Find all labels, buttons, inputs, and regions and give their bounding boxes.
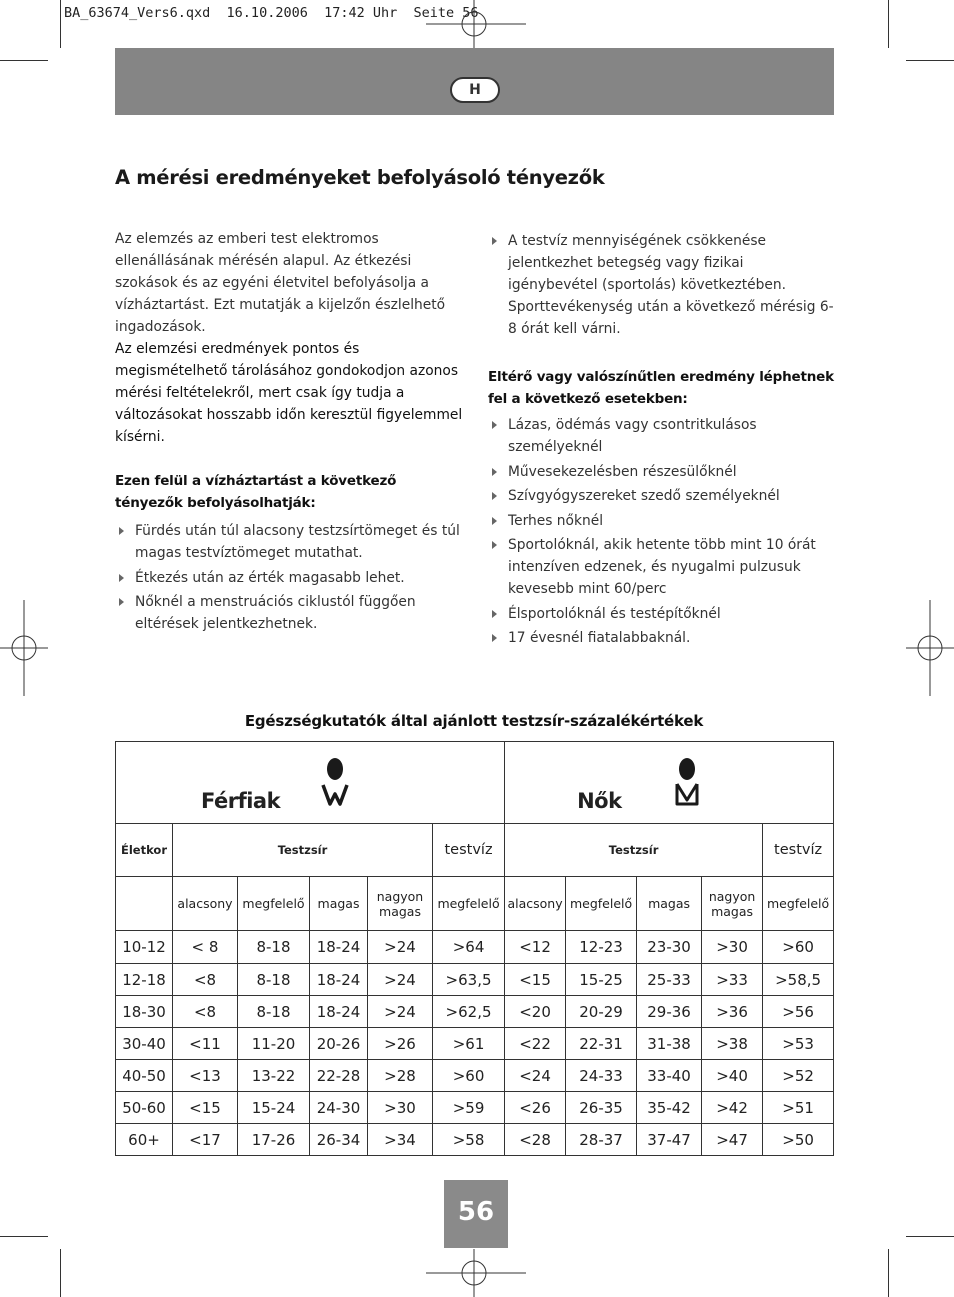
table-cell: 8-18: [238, 996, 310, 1028]
crop-mark: [60, 1249, 61, 1297]
men-fat-header: Testzsír: [173, 824, 433, 877]
list-item: Terhes nőknél: [488, 510, 834, 532]
subheader-cell: alacsony: [173, 877, 238, 931]
table-cell: >47: [702, 1124, 763, 1156]
list-item: Szívgyógyszereket szedő személyeknél: [488, 485, 834, 507]
women-label: Nők: [577, 789, 622, 813]
table-cell: <11: [173, 1028, 238, 1060]
list-item: Sportolóknál, akik hetente több mint 10 órát intenzíven edzenek, és nyugalmi pulzusuk kevesebb mint 60/perc: [488, 534, 834, 600]
registration-mark-top-icon: [426, 0, 526, 48]
table-cell: >64: [433, 931, 505, 964]
table-cell: 28-37: [566, 1124, 637, 1156]
subheader-cell: magas: [637, 877, 702, 931]
table-cell: 18-24: [310, 964, 368, 996]
table-cell: 37-47: [637, 1124, 702, 1156]
table-cell: >30: [368, 1092, 433, 1124]
subheader-cell: alacsony: [505, 877, 566, 931]
right-bullet-list: [488, 414, 834, 649]
crop-mark: [0, 1236, 48, 1237]
male-figure-icon: [321, 756, 349, 808]
list-item: Lázas, ödémás vagy csontritkulásos személyeknél: [488, 414, 834, 458]
table-cell: >26: [368, 1028, 433, 1060]
table-cell: >60: [433, 1060, 505, 1092]
left-subheading: Ezen felül a vízháztartást a következő tényezők befolyásolhatják:: [115, 473, 397, 511]
table-cell: <20: [505, 996, 566, 1028]
table-cell: 23-30: [637, 931, 702, 964]
table-cell: <26: [505, 1092, 566, 1124]
table-cell: >61: [433, 1028, 505, 1060]
table-cell: <17: [173, 1124, 238, 1156]
table-gender-row: [116, 742, 834, 824]
intro-text: Az elemzés az emberi test elektromos ellenállásának mérésén alapul. Az étkezési szokások és az egyéni életvitel befolyásolja a vízháztartást. Ezt mutatják a kijelzőn észlelhető ingadozások.: [115, 231, 446, 335]
table-cell: <12: [505, 931, 566, 964]
table-cell: 13-22: [238, 1060, 310, 1092]
table-cell: >40: [702, 1060, 763, 1092]
table-cell: >56: [763, 996, 834, 1028]
table-row: [116, 1028, 834, 1060]
table-cell: >24: [368, 931, 433, 964]
right-top-bullet-list: [488, 230, 834, 340]
table-cell: 11-20: [238, 1028, 310, 1060]
crop-mark: [906, 1236, 954, 1237]
table-cell: 15-25: [566, 964, 637, 996]
file-slug: BA_63674_Vers6.qxd 16.10.2006 17:42 Uhr Seite 56: [64, 5, 479, 21]
table-cell: >38: [702, 1028, 763, 1060]
table-cell: >42: [702, 1092, 763, 1124]
age-range-cell: 12-18: [116, 964, 173, 996]
table-cell: >62,5: [433, 996, 505, 1028]
table-cell: >30: [702, 931, 763, 964]
table-row: [116, 1060, 834, 1092]
emphasis-text: Az elemzési eredmények pontos és megismételhető tárolásához gondokodjon azonos mérési feltételekről, mert csak így tudja a változásokat hosszabb időn keresztül figyelemmel kísérni.: [115, 341, 463, 445]
table-cell: >53: [763, 1028, 834, 1060]
table-cell: 15-24: [238, 1092, 310, 1124]
table-cell: 25-33: [637, 964, 702, 996]
table-cell: 26-35: [566, 1092, 637, 1124]
age-header: Életkor: [116, 824, 173, 877]
men-label: Férfiak: [201, 789, 281, 813]
table-cell: >58: [433, 1124, 505, 1156]
list-item: Étkezés után az érték magasabb lehet.: [115, 567, 465, 589]
table-cell: 18-24: [310, 996, 368, 1028]
language-badge: H: [450, 77, 500, 103]
table-cell: 17-26: [238, 1124, 310, 1156]
table-cell: >24: [368, 964, 433, 996]
left-bullet-list: [115, 520, 465, 635]
subheader-cell: megfelelő: [566, 877, 637, 931]
table-cell: >33: [702, 964, 763, 996]
table-cell: >63,5: [433, 964, 505, 996]
table-cell: <13: [173, 1060, 238, 1092]
table-cell: 20-29: [566, 996, 637, 1028]
table-row: [116, 964, 834, 996]
table-row: [116, 1092, 834, 1124]
crop-mark: [60, 0, 61, 48]
table-cell: >36: [702, 996, 763, 1028]
table-cell: >58,5: [763, 964, 834, 996]
list-item: Nőknél a menstruációs ciklustól függően eltérések jelentkezhetnek.: [115, 591, 465, 635]
table-cell: 18-24: [310, 931, 368, 964]
registration-mark-right-icon: [906, 600, 954, 696]
table-cell: 24-30: [310, 1092, 368, 1124]
crop-mark: [906, 60, 954, 61]
registration-mark-bottom-icon: [426, 1249, 526, 1297]
women-water-header: testvíz: [763, 824, 834, 877]
list-item: Fürdés után túl alacsony testzsírtömeget és túl magas testvíztömeget mutathat.: [115, 520, 465, 564]
list-item: Élsportolóknál és testépítőknél: [488, 603, 834, 625]
table-cell: 35-42: [637, 1092, 702, 1124]
table-cell: <8: [173, 996, 238, 1028]
women-fat-header: Testzsír: [505, 824, 763, 877]
crop-mark: [0, 60, 48, 61]
table-cell: 33-40: [637, 1060, 702, 1092]
subheader-cell: megfelelő: [763, 877, 834, 931]
subheader-cell: nagyon magas: [368, 877, 433, 931]
table-body: [116, 931, 834, 1156]
table-cell: <28: [505, 1124, 566, 1156]
right-subheading: Eltérő vagy valószínűtlen eredmény léphetnek fel a következő esetekben:: [488, 369, 834, 407]
subheader-cell: megfelelő: [433, 877, 505, 931]
table-cell: >59: [433, 1092, 505, 1124]
table-cell: >60: [763, 931, 834, 964]
table-cell: <24: [505, 1060, 566, 1092]
table-cell: 22-28: [310, 1060, 368, 1092]
table-cell: >51: [763, 1092, 834, 1124]
table-cell: < 8: [173, 931, 238, 964]
table-cell: 22-31: [566, 1028, 637, 1060]
right-column: [488, 230, 834, 652]
table-cell: >50: [763, 1124, 834, 1156]
page-number: 56: [444, 1180, 508, 1248]
table-cell: 12-23: [566, 931, 637, 964]
table-cell: <15: [173, 1092, 238, 1124]
age-range-cell: 18-30: [116, 996, 173, 1028]
table-cell: <8: [173, 964, 238, 996]
table-cell: 24-33: [566, 1060, 637, 1092]
age-range-cell: 30-40: [116, 1028, 173, 1060]
table-cell: <15: [505, 964, 566, 996]
subheader-cell: nagyon magas: [702, 877, 763, 931]
table-cell: 26-34: [310, 1124, 368, 1156]
table-cell: 29-36: [637, 996, 702, 1028]
subheader-cell: megfelelő: [238, 877, 310, 931]
body-fat-table: [115, 741, 834, 1156]
empty-cell: [116, 877, 173, 931]
women-header-cell: [505, 742, 834, 824]
table-cell: >28: [368, 1060, 433, 1092]
table-row: [116, 931, 834, 964]
age-range-cell: 60+: [116, 1124, 173, 1156]
registration-mark-left-icon: [0, 600, 48, 696]
list-item: Művesekezelésben részesülőknél: [488, 461, 834, 483]
table-cell: 8-18: [238, 931, 310, 964]
men-water-header: testvíz: [433, 824, 505, 877]
list-item: A testvíz mennyiségének csökkenése jelentkezhet betegség vagy fizikai igénybevétel (sportolás) következtében. Sporttevékenység után a következő mérésig 6-8 órát kell várni.: [488, 230, 834, 340]
table-row: [116, 1124, 834, 1156]
table-cell: 20-26: [310, 1028, 368, 1060]
age-range-cell: 40-50: [116, 1060, 173, 1092]
left-column: [115, 228, 465, 638]
table-cell: >34: [368, 1124, 433, 1156]
table-row: [116, 996, 834, 1028]
crop-mark: [888, 1249, 889, 1297]
list-item: 17 évesnél fiatalabbaknál.: [488, 627, 834, 649]
table-cell: >52: [763, 1060, 834, 1092]
subheader-cell: magas: [310, 877, 368, 931]
crop-mark: [888, 0, 889, 48]
table-header-row: [116, 824, 834, 877]
page-title: A mérési eredményeket befolyásoló tényezők: [115, 166, 605, 189]
table-cell: 31-38: [637, 1028, 702, 1060]
table-cell: <22: [505, 1028, 566, 1060]
table-subheader-row: [116, 877, 834, 931]
men-header-cell: [116, 742, 505, 824]
table-title: Egészségkutatók által ajánlott testzsír-százalékértékek: [244, 712, 704, 730]
female-figure-icon: [673, 756, 701, 808]
age-range-cell: 50-60: [116, 1092, 173, 1124]
age-range-cell: 10-12: [116, 931, 173, 964]
table-cell: 8-18: [238, 964, 310, 996]
table-cell: >24: [368, 996, 433, 1028]
